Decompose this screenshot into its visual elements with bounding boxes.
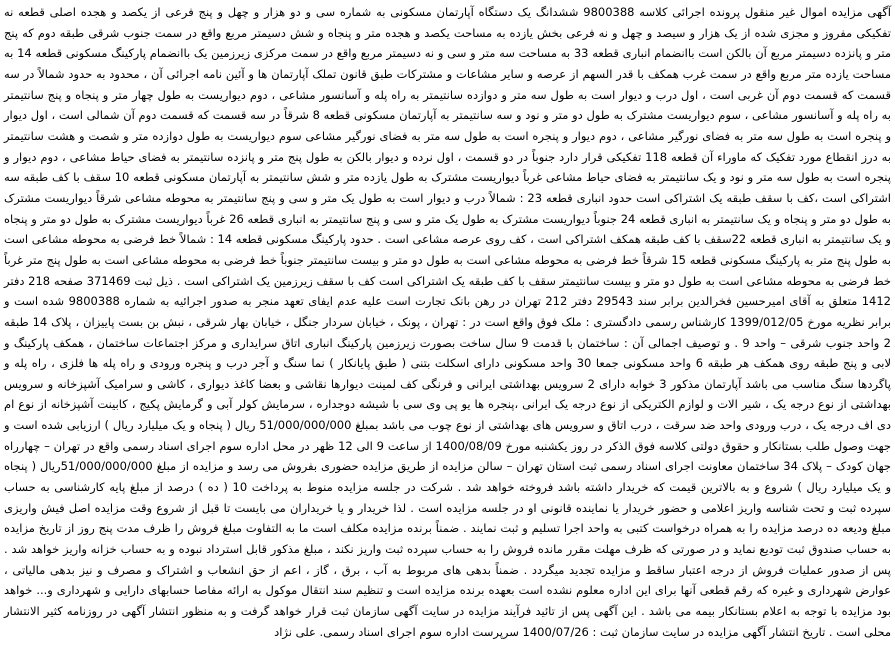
auction-notice-text: آگهی مزایده اموال غیر منقول پرونده اجرائی کلاسه 9800388 ششدانگ یک دستگاه آپارتمان مسکونی به شماره سی و دو هزار و چهل و پنج فرعی از یکصد و هجده اصلی قطعه نه تفکیکی مفروز و مجزی شده از یک هزار و سیصد و چهل و نه فرعی بخش یازده به مساحت یکصد و هجده متر و پنجاه و شش دسیمتر مربع واقع در سمت جنوب شرقی طبقه دوم که پنج متر و پانزده دسیمتر مربع آن بالکن است باانضمام انباری قطعه 33 به مساحت سه متر و سی و نه دسیمتر مربع واقع در سمت مرکزی زیرزمین یک باانضمام پارکینگ مسکونی قطعه 14 به مساحت یازده متر مربع واقع در سمت غرب همکف با قدر السهم از عرصه و سایر مشاعات و مشترکات طبق قانون تملک آپارتمان ها و آئین نامه اجرائی آن ، محدود به حدود شمالاً در سه قسمت که قسمت دوم آن غربی است ، اول درب و دیوار است به طول سه متر و دوازده سانتیمتر به راه پله و آسانسور مشاعی ، دوم دیواریست به طول چهار متر و پنجاه و پنج سانتیمتر به راه پله و آسانسور مشاعی ، سوم دیواریست مشترک به طول دو متر و نود و سه سانتیمتر به آپارتمان مسکونی قطعه 8 شرقاً در سه قسمت که قسمت دوم آن شمالی است ، اول دیوار و پنجره است به طول سه متر به فضای نورگیر مشاعی ، دوم دیوار و پنجره است به طول سه متر به فضای نورگیر مشاعی سوم دیواریست به طول دوازده متر و شصت و هشت سانتیمتر به درز انقطاع مورد تفکیک که ماوراء آن قطعه 118 تفکیکی قرار دارد جنوباً در دو قسمت ، اول نرده و دیوار بالکن به طول پنج متر و پانزده سانتیمتر به فضای حیاط مشاعی ، دوم دیوار و پنجره است به طول سه متر و نود و یک سانتیمتر به فضای حیاط مشاعی غرباً دیواریست مشترک به طول یازده متر و شش سانتیمتر به آپارتمان مسکونی قطعه 10 سقف با کف طبقه سه اشتراکی است ،کف با سقف طبقه یک اشتراکی است حدود انباری قطعه 23 : شمالاً درب و دیوار است به طول یک متر و سی و پنج سانتیمتر به محوطه مشاعی شرقاً دیواریست مشترک به طول دو متر و پنجاه و یک سانتیمتر به انباری قطعه 24 جنوباً دیواریست مشترک به طول یک متر و سی و پنج سانتیمتر به انباری قطعه 26 غرباً دیواریست مشترک به طول دو متر و پنجاه و یک سانتیمتر به انباری قطعه 22سقف با کف طبقه همکف اشتراکی است ، کف روی عرصه مشاعی است . حدود پارکینگ مسکونی قطعه 14 : شمالاً خط فرضی به محوطه مشاعی است به طول پنج متر به پارکینگ مسکونی قطعه 15 شرقاً خط فرضی به محوطه مشاعی است به طول دو متر و بیست سانتیمتر جنوباً خط فرضی به محوطه مشاعی است به طول پنج متر غرباً خط فرضی به محوطه مشاعی است به طول دو متر و بیست سانتیمتر سقف با کف طبقه یک اشتراکی است کف با سقف زیرزمین یک اشتراکی است . ذیل ثبت 371469 صفحه 218 دفتر 1412 متعلق به آقای امیرحسین فخرالدین برابر سند 29543 دفتر 212 تهران در رهن بانک تجارت است علیه عدم ایفای تعهد منجر به صدور اجرائیه به شماره 9800388 شده است و برابر نظریه مورخ 1399/012/05 کارشناس رسمی دادگستری : ملک فوق واقع است در : تهران ، پونک ، خیابان سردار جنگل ، خیابان بهار شرقی ، نبش بن بست پاییزان ، پلاک 14 طبقه 2 واحد جنوب شرقی – واحد 9 . و توصیف اجمالی آن : ساختمان با قدمت 9 سال ساخت بصورت زیرزمین پارکینگ انباری اتاق سرایداری و مرکز اجتماعات ساختمان ، همکف پارکینگ و لابی و پنج طبقه روی همکف هر طبقه 6 واحد مسکونی جمعا 30 واحد مسکونی دارای اسکلت بتنی ( طبق پایانکار ) نما سنگ و آجر درب و پنجره ورودی و راه پله ها فلزی ، راه پله و پاگردها سنگ مناسب می باشد آپارتمان مذکور 3 خوابه دارای 2 سرویس بهداشتی ایرانی و فرنگی کف لمینت دیوارها نقاشی و بعضا کاغذ دیواری ، کاشی و سرامیک آشپزخانه و سرویس بهداشتی از نوع درجه یک ، شیر الات و لوازم الکتریکی از نوع درجه یک ایرانی ،پنجره ها یو پی وی سی با شیشه دوجداره ، سرمایش کولر آبی و گرمایش پکیج ، کابینت آشپزخانه از نوع ام دی اف درجه یک ، درب ورودی واحد ضد سرقت ، درب اتاق و سرویس های بهداشتی از نوع چوب می باشد بمبلغ 51/000/000/000 ریال ( پنجاه و یک میلیارد ریال ) ارزیابی شده است و جهت وصول طلب بستانکار و حقوق دولتی کلاسه فوق الذکر در روز یکشنبه مورخ 1400/08/09 از ساعت 9 الی 12 ظهر در محل اداره سوم اجرای اسناد رسمی واقع در تهران – چهارراه جهان کودک – پلاک 34 ساختمان معاونت اجرای اسناد رسمی ثبت استان تهران – سالن مزایده از طریق مزایده حضوری بفروش می رسد و مزایده از مبلغ 51/000/000/000ریال ( پنجاه و یک میلیارد ریال ) شروع و به بالاترین قیمت که خریدار داشته باشد فروخته خواهد شد . شرکت در جلسه مزایده منوط به پرداخت 10 ( ده ) درصد از مبلغ پایه کارشناسی به حساب سپرده ثبت و تحت شناسه واریز اعلامی و حضور خریدار یا نماینده قانونی او در جلسه مزایده است . لذا خریدار و یا خریداران می بایست تا قبل از شروع وقت مزایده اصل فیش واریزی مبلغ ودیعه ده درصد مزایده را به همراه درخواست کتبی به واحد اجرا تسلیم و ثبت نمایند . ضمناً برنده مزایده مکلف است ما به التفاوت مبلغ فروش را ظرف مدت پنج روز از تاریخ مزایده به حساب صندوق ثبت تودیع نماید و در صورتی که ظرف مهلت مقرر مانده فروش را به حساب سپرده ثبت واریز نکند ، مبلغ مذکور قابل استرداد نبوده و به حساب خزانه واریز خواهد شد . پس از صدور عملیات فروش از درجه اعتبار ساقط و مزایده تجدید میگردد . ضمناً بدهی های مربوط به آب ، برق ، گاز ، اعم از حق انشعاب و اشتراک و مصرف و نیز بدهی مالیاتی ، عوارض شهرداری و غیره که رقم قطعی آنها برای این اداره معلوم نشده است بعهده برنده مزایده است و تنظیم سند انتقال موکول به ارائه مفاصا حسابهای دارایی و شهرداری و... خواهد بود مزایده با توجه به اعلام بستانکار بیمه می باشد . این آگهی پس از تائید فرآیند مزایده در سایت آگهی سازمان ثبت قرار خواهد گرفت و به منظور انتشار آگهی در روزنامه کثیر الانتشار محلی است . تاریخ انتشار آگهی مزایده در سایت سازمان ثبت : 1400/07/26 سرپرست اداره سوم اجرای اسناد رسمی. علی نژاد [4, 5, 892, 639]
